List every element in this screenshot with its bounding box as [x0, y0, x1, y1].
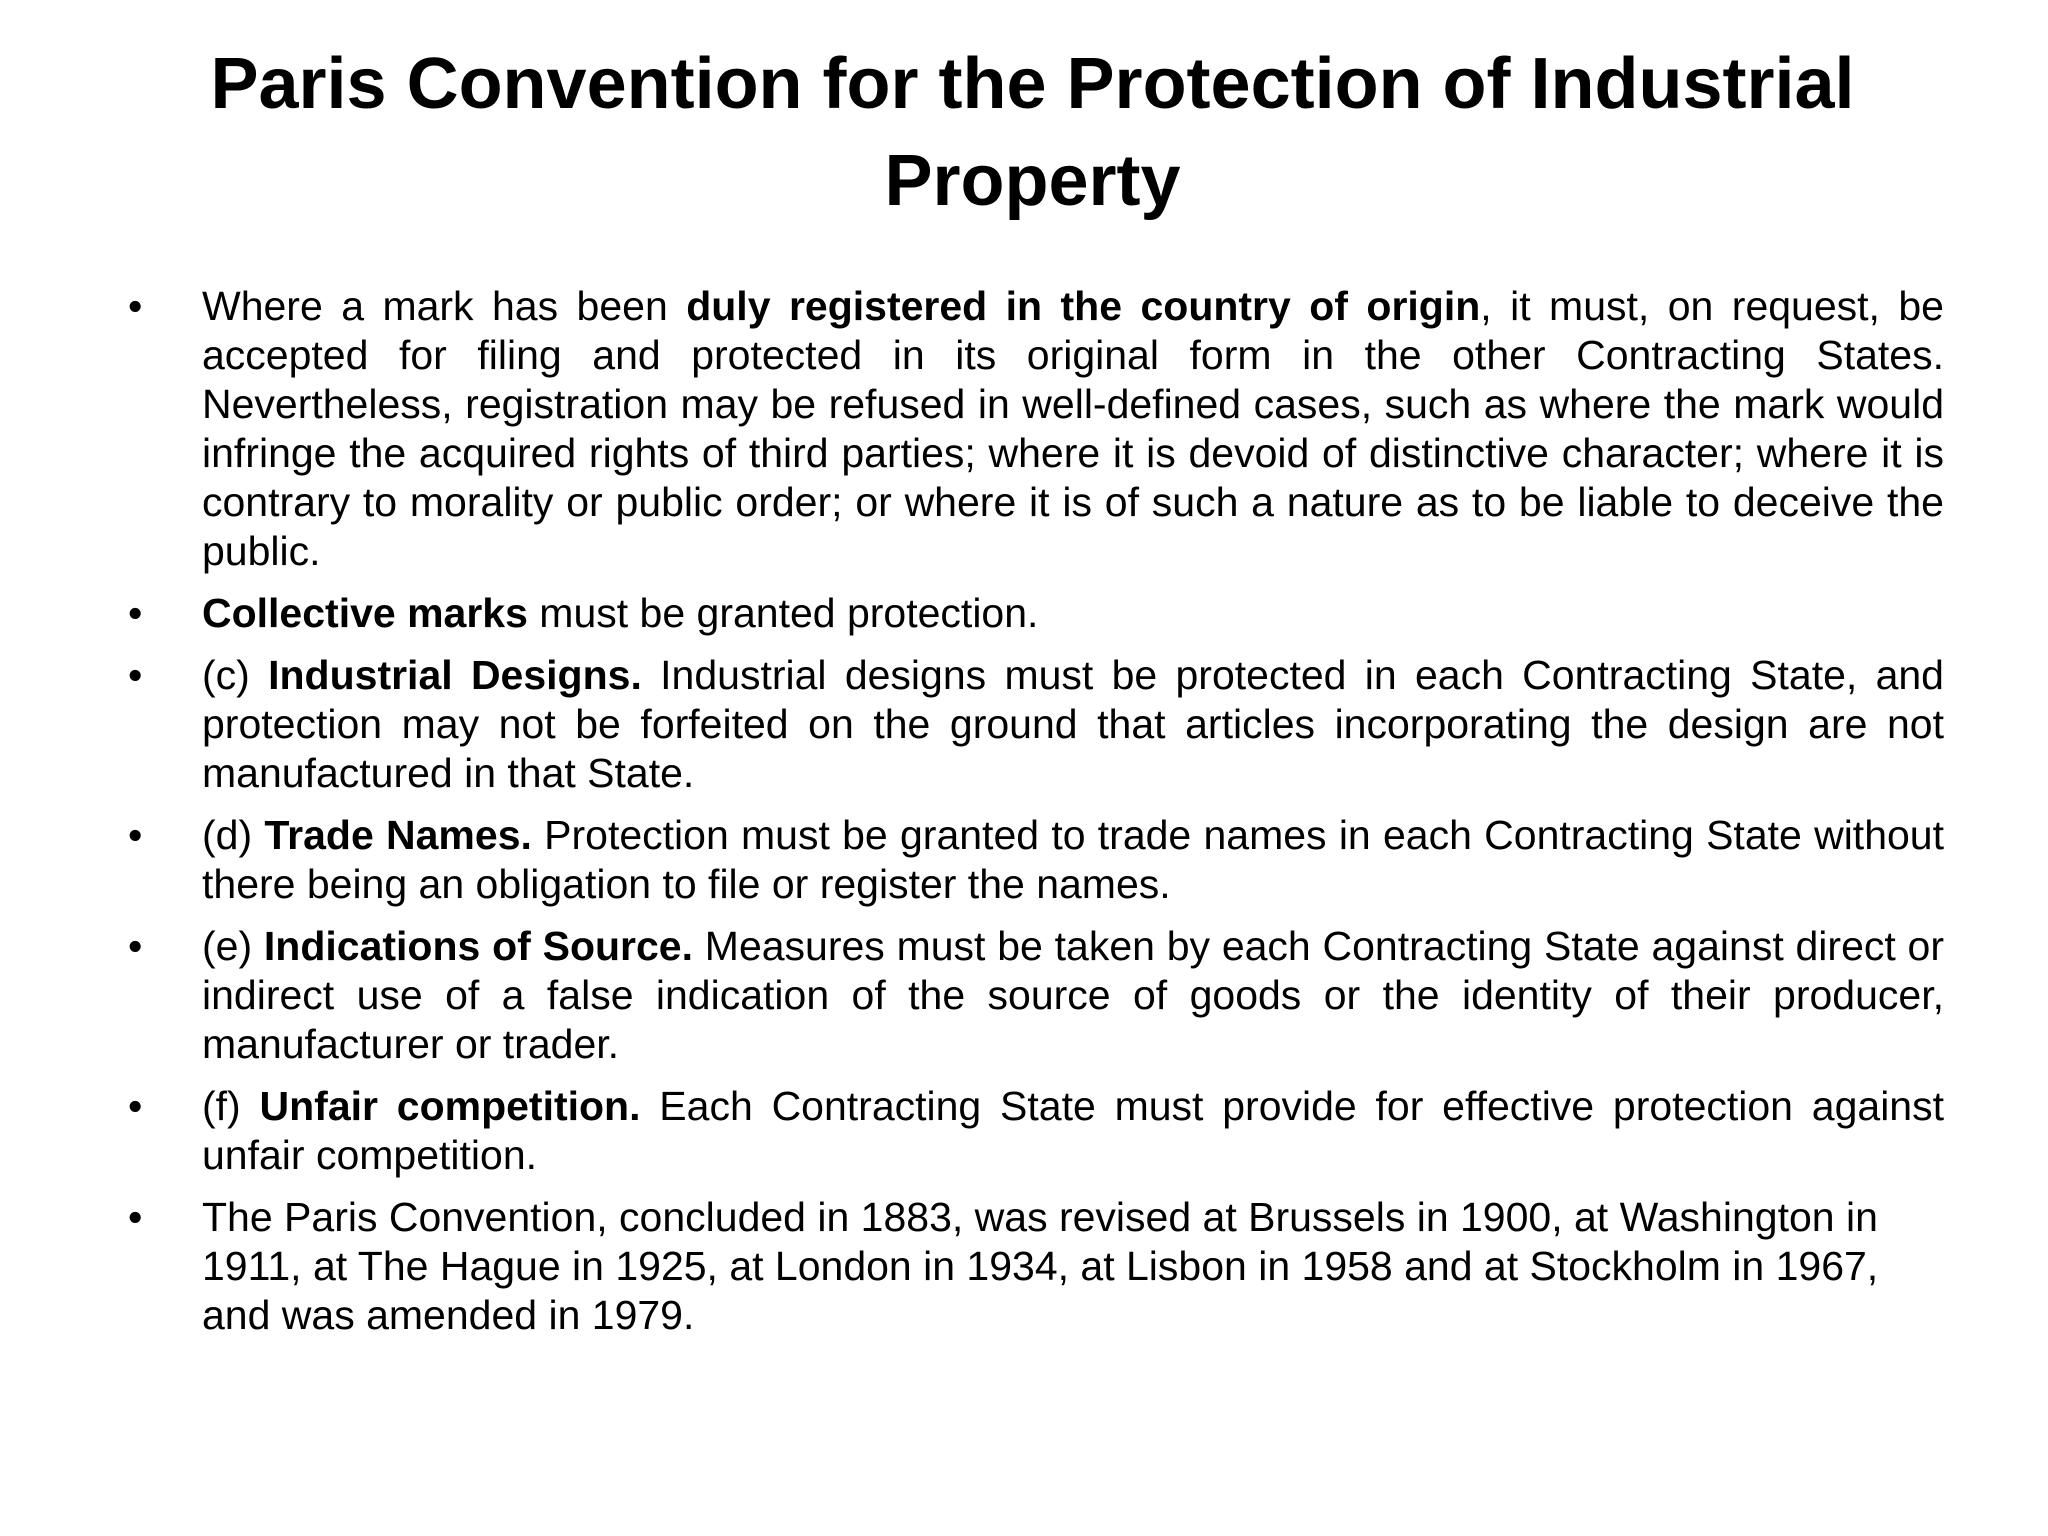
bullet-text-bold: duly registered in the country of origin: [686, 283, 1481, 329]
bullet-text-post: must be granted protection.: [527, 590, 1039, 636]
bullet-dot-icon: •: [128, 923, 143, 969]
bullet-list: [120, 282, 1944, 1353]
bullet-text-post: Protection must be granted to trade names in each Contracting State without there being an obligation to file or register the names.: [202, 812, 1944, 907]
bullet-dot-icon: •: [128, 812, 143, 858]
bullet-text-bold: Industrial Designs.: [268, 652, 642, 698]
bullet-text-pre: (e): [202, 923, 264, 969]
bullet-item-indications-of-source: [120, 922, 1944, 1069]
bullet-dot-icon: •: [128, 1083, 143, 1129]
bullet-text-pre: (f): [202, 1083, 260, 1129]
bullet-text-pre: (d): [202, 812, 265, 858]
bullet-text-post: Measures must be taken by each Contracting State against direct or indirect use of a false indication of the source of goods or the identity of their producer, manufacturer or trader.: [202, 923, 1945, 1067]
bullet-text-bold: Trade Names.: [264, 812, 532, 858]
bullet-dot-icon: •: [128, 652, 143, 698]
bullet-dot-icon: •: [128, 283, 143, 329]
bullet-item-industrial-designs: [120, 651, 1944, 798]
bullet-dot-icon: •: [128, 1194, 143, 1240]
bullet-dot-icon: •: [128, 590, 143, 636]
bullet-item-collective-marks: [120, 589, 1944, 638]
bullet-item-unfair-competition: [120, 1082, 1944, 1180]
bullet-item-mark-registration: [120, 282, 1944, 576]
bullet-text-pre: Where a mark has been: [202, 283, 687, 329]
bullet-text-bold: Unfair competition.: [259, 1083, 641, 1129]
bullet-text-post: Industrial designs must be protected in each Contracting State, and protection may not be forfeited on the ground that articles incorporating the design are not manufactured in that State.: [202, 652, 1944, 796]
bullet-text-pre: (c): [202, 652, 269, 698]
bullet-text-pre: The Paris Convention, concluded in 1883, was revised at Brussels in 1900, at Washington in 1911, at The Hague in 1925, at London in 1934, at Lisbon in 1958 and at Stockholm in 1967, and was amended in 1979.: [202, 1194, 1879, 1338]
bullet-item-trade-names: [120, 811, 1944, 909]
bullet-text-post: Each Contracting State must provide for effective protection against unfair competition.: [202, 1083, 1944, 1178]
bullet-text-bold: Indications of Source.: [263, 923, 693, 969]
bullet-item-convention-history: [120, 1193, 1944, 1340]
bullet-text-bold: Collective marks: [202, 590, 528, 636]
bullet-text-post: , it must, on request, be accepted for filing and protected in its original form in the other Contracting States. Nevertheless, registration may be refused in well-defined cases, such as where the mark would infringe the acquired rights of third parties; where it is devoid of distinctive character; where it is contrary to morality or public order; or where it is of such a nature as to be liable to deceive the public.: [202, 283, 1944, 574]
slide-title: Paris Convention for the Protection of Industrial Property: [210, 44, 1855, 221]
